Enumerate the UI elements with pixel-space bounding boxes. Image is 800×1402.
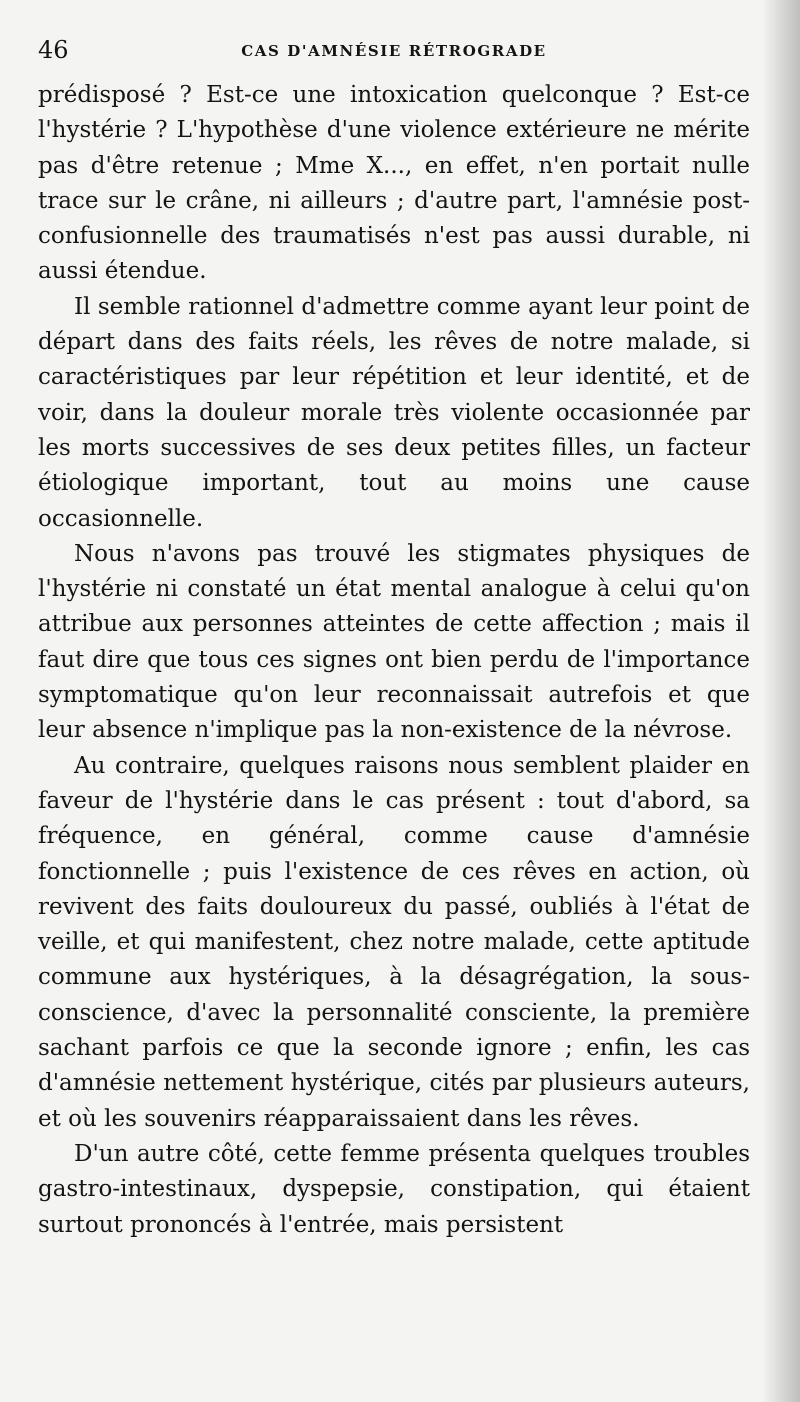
running-title: CAS D'AMNÉSIE RÉTROGRADE	[241, 42, 547, 60]
paragraph-gastro-troubles: D'un autre côté, cette femme présenta quelques troubles gastro-intestinaux, dyspepsie, constipation, qui étaient surtout prononcés à l'entrée, mais persistent	[38, 1140, 750, 1238]
body-text	[38, 78, 750, 1243]
binding-shadow	[762, 0, 800, 1402]
paragraph-hysteria-arguments: Au contraire, quelques raisons nous semblent plaider en faveur de l'hystérie dans le cas présent : tout d'abord, sa fréquence, en général, comme cause d'amnésie fonctionnelle ; puis l'existence de ces rêves en action, où revivent des faits douloureux du passé, oubliés à l'état de veille, et qui manifestent, chez notre malade, cette aptitude commune aux hystériques, à la désagrégation, la sous-conscience, d'avec la personnalité consciente, la première sachant parfois ce que la seconde ignore ; enfin, les cas d'amnésie nettement hystérique, cités par plusieurs auteurs, et où les souvenirs réapparaissaient dans les rêves.	[38, 752, 750, 1132]
paragraph-rational-dreams: Il semble rationnel d'admettre comme ayant leur point de départ dans des faits réels, les rêves de notre malade, si caractéristiques par leur répétition et leur identité, et de voir, dans la douleur morale très violente occasionnée par les morts successives de ses deux petites filles, un facteur étiologique important, tout au moins une cause occasionnelle.	[38, 293, 750, 532]
paragraph-continuation: prédisposé ? Est-ce une intoxication quelconque ? Est-ce l'hystérie ? L'hypothèse d'une violence extérieure ne mérite pas d'être retenue ; Mme X..., en effet, n'en portait nulle trace sur le crâne, ni ailleurs ; d'autre part, l'amnésie post-confusionnelle des traumatisés n'est pas aussi durable, ni aussi étendue.	[38, 82, 750, 285]
paragraph-stigmata: Nous n'avons pas trouvé les stigmates physiques de l'hystérie ni constaté un état mental analogue à celui qu'on attribue aux personnes atteintes de cette affection ; mais il faut dire que tous ces signes ont bien perdu de l'importance symptomatique qu'on leur reconnaissait autrefois et que leur absence n'implique pas la non-existence de la névrose.	[38, 540, 750, 744]
page-header	[38, 34, 750, 74]
page-number: 46	[38, 36, 69, 64]
